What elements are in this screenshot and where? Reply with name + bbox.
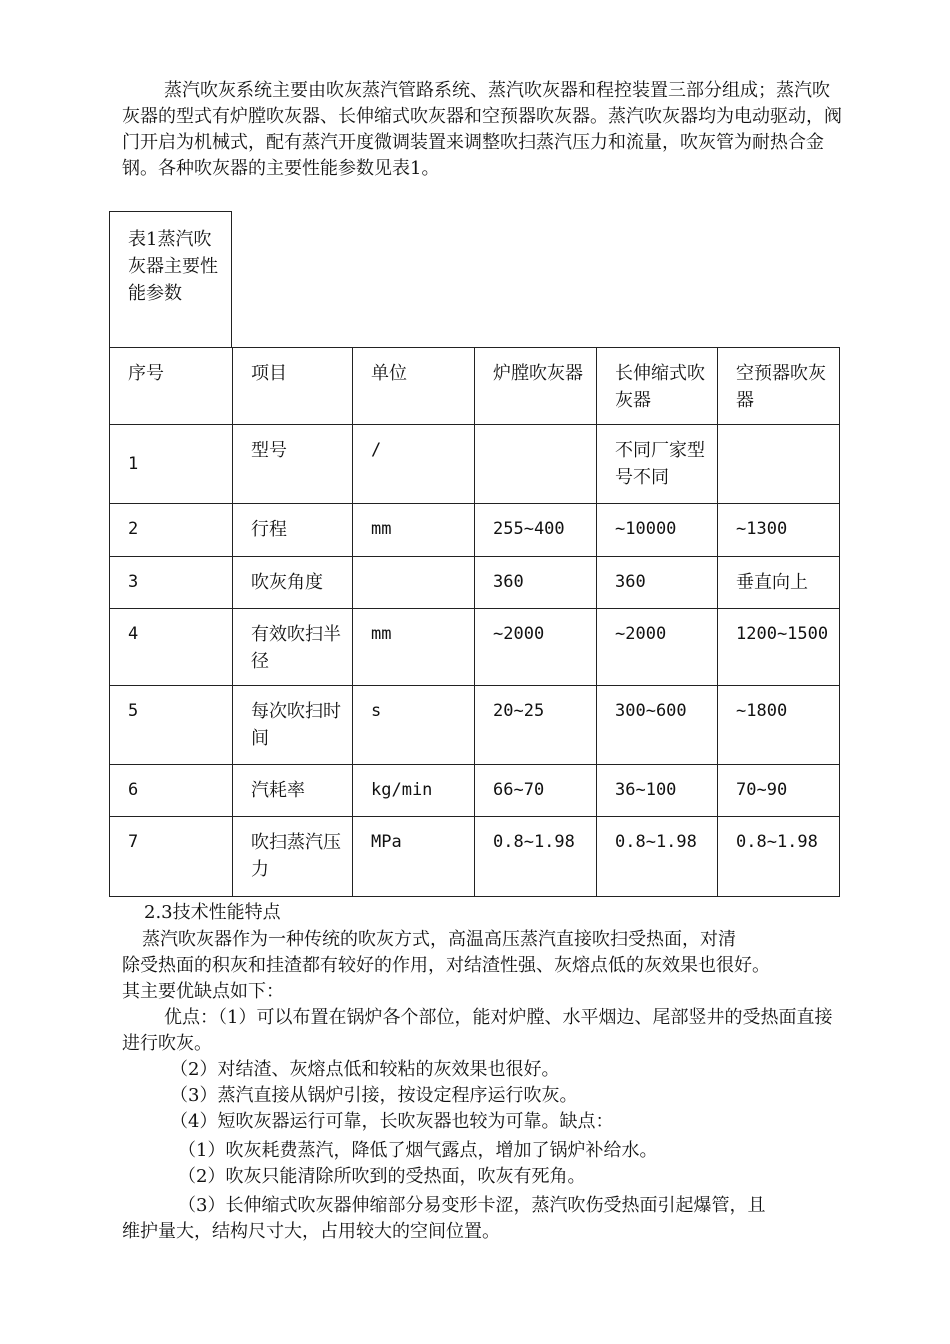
table-cell: s [353, 686, 475, 765]
disadvantage-item: （1）吹灰耗费蒸汽，降低了烟气露点，增加了锅炉补给水。 [178, 1140, 658, 1161]
table-header-row [110, 348, 840, 425]
table-cell: 2 [110, 504, 233, 557]
table-cell: 70~90 [718, 765, 840, 817]
table-cell [353, 557, 475, 609]
table-cell: ~1800 [718, 686, 840, 765]
table-cell: / [353, 425, 475, 504]
table-cell: 3 [110, 557, 233, 609]
header-cell: 项目 [233, 348, 353, 425]
table-row [110, 504, 840, 557]
table-cell: 360 [475, 557, 597, 609]
table-cell: 吹灰角度 [233, 557, 353, 609]
table-cell: 0.8~1.98 [475, 817, 597, 897]
spec-table [109, 347, 840, 897]
table-cell [718, 425, 840, 504]
body-paragraph-line: 蒸汽吹灰器作为一种传统的吹灰方式，高温高压蒸汽直接吹扫受热面，对清 [142, 929, 736, 950]
table-cell: 不同厂家型号不同 [597, 425, 718, 504]
table-cell [475, 425, 597, 504]
table-cell: ~2000 [475, 609, 597, 686]
advantage-item: （3）蒸汽直接从锅炉引接，按设定程序运行吹灰。 [170, 1085, 578, 1106]
table-cell: 4 [110, 609, 233, 686]
table-cell: 36~100 [597, 765, 718, 817]
table-cell: 每次吹扫时间 [233, 686, 353, 765]
intro-paragraph: 蒸汽吹灰系统主要由吹灰蒸汽管路系统、蒸汽吹灰器和程控装置三部分组成；蒸汽吹灰器的型式有炉膛吹灰器、长伸缩式吹灰器和空预器吹灰器。蒸汽吹灰器均为电动驱动，阀门开启为机械式，配有蒸汽开度微调装置来调整吹扫蒸汽压力和流量，吹灰管为耐热合金钢。各种吹灰器的主要性能参数见表1。 [122, 80, 842, 179]
table-cell: 20~25 [475, 686, 597, 765]
table-cell: 1 [110, 425, 233, 504]
table-cell: 6 [110, 765, 233, 817]
table-cell: 型号 [233, 425, 353, 504]
table-cell: 255~400 [475, 504, 597, 557]
advantage-item: （2）对结渣、灰熔点低和较粘的灰效果也很好。 [170, 1059, 560, 1080]
table-cell: ~10000 [597, 504, 718, 557]
table-row [110, 425, 840, 504]
disadvantage-item: （3）长伸缩式吹灰器伸缩部分易变形卡涩，蒸汽吹伤受热面引起爆管，且 [178, 1195, 766, 1216]
table-cell: 300~600 [597, 686, 718, 765]
body-paragraph-line: 其主要优缺点如下： [122, 981, 284, 1002]
body-paragraph-line: 除受热面的积灰和挂渣都有较好的作用，对结渣性强、灰熔点低的灰效果也很好。 [122, 955, 770, 976]
table-cell: 0.8~1.98 [718, 817, 840, 897]
table-cell: 有效吹扫半径 [233, 609, 353, 686]
table-row [110, 686, 840, 765]
disadvantage-item: （2）吹灰只能清除所吹到的受热面，吹灰有死角。 [178, 1166, 586, 1187]
header-cell: 炉膛吹灰器 [475, 348, 597, 425]
table-cell: MPa [353, 817, 475, 897]
table-cell: mm [353, 609, 475, 686]
header-cell: 空预器吹灰器 [718, 348, 840, 425]
disadvantage-item-continued: 维护量大，结构尺寸大，占用较大的空间位置。 [122, 1221, 500, 1242]
advantage-item: 优点：（1）可以布置在锅炉各个部位，能对炉膛、水平烟边、尾部竖井的受热面直接进行吹灰。 [122, 1007, 833, 1054]
table-row [110, 817, 840, 897]
advantage-item: （4）短吹灰器运行可靠，长吹灰器也较为可靠。缺点： [170, 1111, 614, 1132]
table-row [110, 557, 840, 609]
table-cell: 360 [597, 557, 718, 609]
table-cell: 5 [110, 686, 233, 765]
table-caption: 表1蒸汽吹灰器主要性能参数 [109, 211, 232, 347]
table-cell: ~2000 [597, 609, 718, 686]
table-cell: kg/min [353, 765, 475, 817]
table-cell: 7 [110, 817, 233, 897]
table-cell: ~1300 [718, 504, 840, 557]
table-cell: mm [353, 504, 475, 557]
header-cell: 序号 [110, 348, 233, 425]
table-cell: 1200~1500 [718, 609, 840, 686]
section-title: 2.3技术性能特点 [144, 902, 281, 923]
table-cell: 行程 [233, 504, 353, 557]
header-cell: 长伸缩式吹灰器 [597, 348, 718, 425]
table-cell: 66~70 [475, 765, 597, 817]
table-cell: 垂直向上 [718, 557, 840, 609]
table-row [110, 765, 840, 817]
table-row [110, 609, 840, 686]
table-cell: 汽耗率 [233, 765, 353, 817]
table-cell: 0.8~1.98 [597, 817, 718, 897]
table-cell: 吹扫蒸汽压力 [233, 817, 353, 897]
header-cell: 单位 [353, 348, 475, 425]
